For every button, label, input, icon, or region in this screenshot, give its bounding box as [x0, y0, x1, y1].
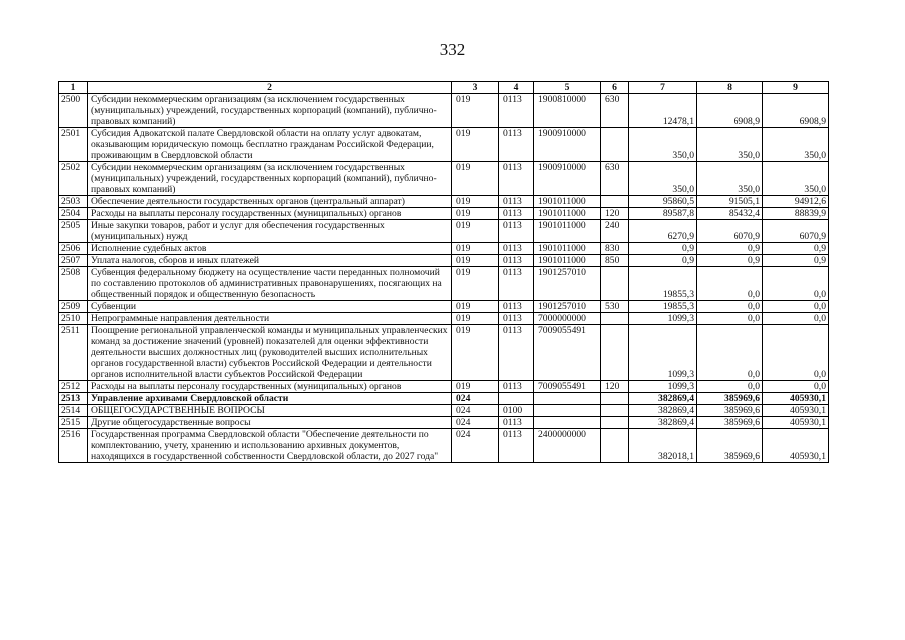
row-value-col8: 0,0 — [697, 313, 763, 325]
row-number: 2503 — [59, 196, 88, 208]
row-ministry-code: 024 — [452, 429, 499, 463]
row-value-col8: 385969,6 — [697, 405, 763, 417]
row-section-code: 0113 — [499, 313, 534, 325]
row-target-code: 1901011000 — [534, 255, 601, 267]
row-target-code — [534, 405, 601, 417]
column-header: 6 — [601, 82, 629, 94]
row-ministry-code: 019 — [452, 196, 499, 208]
page-number: 332 — [439, 40, 466, 59]
row-number: 2510 — [59, 313, 88, 325]
row-expense-type-code — [601, 267, 629, 301]
table-row — [59, 405, 829, 417]
row-value-col8: 0,0 — [697, 301, 763, 313]
row-number: 2502 — [59, 162, 88, 196]
row-value-col7: 89587,8 — [629, 208, 697, 220]
row-number: 2501 — [59, 128, 88, 162]
row-value-col7: 382869,4 — [629, 417, 697, 429]
row-expense-type-code — [601, 325, 629, 381]
row-value-col7: 1099,3 — [629, 313, 697, 325]
row-section-code: 0113 — [499, 267, 534, 301]
row-section-code: 0113 — [499, 128, 534, 162]
row-expense-type-code: 850 — [601, 255, 629, 267]
table-row — [59, 393, 829, 405]
row-expense-type-code: 630 — [601, 94, 629, 128]
row-ministry-code: 019 — [452, 243, 499, 255]
row-target-code: 1901011000 — [534, 220, 601, 243]
row-target-code: 1900910000 — [534, 128, 601, 162]
row-expense-type-code: 830 — [601, 243, 629, 255]
row-value-col8: 0,0 — [697, 267, 763, 301]
row-target-code — [534, 417, 601, 429]
row-value-col9: 6908,9 — [763, 94, 829, 128]
row-value-col9: 405930,1 — [763, 393, 829, 405]
row-target-code: 1901011000 — [534, 243, 601, 255]
row-ministry-code: 019 — [452, 220, 499, 243]
row-number: 2515 — [59, 417, 88, 429]
table-row — [59, 313, 829, 325]
row-value-col7: 382869,4 — [629, 393, 697, 405]
row-value-col8: 0,9 — [697, 255, 763, 267]
row-description: Расходы на выплаты персоналу государственных (муниципальных) органов — [88, 208, 452, 220]
row-value-col8: 6070,9 — [697, 220, 763, 243]
row-target-code: 7009055491 — [534, 325, 601, 381]
row-number: 2504 — [59, 208, 88, 220]
row-expense-type-code — [601, 405, 629, 417]
row-description: Непрограммные направления деятельности — [88, 313, 452, 325]
table-row — [59, 301, 829, 313]
row-value-col7: 1099,3 — [629, 381, 697, 393]
row-value-col8: 0,0 — [697, 381, 763, 393]
row-value-col8: 350,0 — [697, 128, 763, 162]
row-ministry-code: 019 — [452, 94, 499, 128]
column-header: 2 — [88, 82, 452, 94]
row-value-col7: 350,0 — [629, 162, 697, 196]
row-section-code: 0113 — [499, 255, 534, 267]
row-section-code: 0113 — [499, 208, 534, 220]
row-ministry-code: 024 — [452, 393, 499, 405]
row-value-col9: 0,0 — [763, 381, 829, 393]
row-value-col8: 0,0 — [697, 325, 763, 381]
row-value-col8: 91505,1 — [697, 196, 763, 208]
row-value-col8: 6908,9 — [697, 94, 763, 128]
row-number: 2505 — [59, 220, 88, 243]
table-row — [59, 243, 829, 255]
row-number: 2516 — [59, 429, 88, 463]
row-target-code: 1900910000 — [534, 162, 601, 196]
row-target-code: 7000000000 — [534, 313, 601, 325]
row-number: 2506 — [59, 243, 88, 255]
row-description: ОБЩЕГОСУДАРСТВЕННЫЕ ВОПРОСЫ — [88, 405, 452, 417]
row-description: Субвенции — [88, 301, 452, 313]
row-value-col9: 405930,1 — [763, 405, 829, 417]
row-value-col7: 0,9 — [629, 255, 697, 267]
row-ministry-code: 019 — [452, 208, 499, 220]
row-target-code: 1900810000 — [534, 94, 601, 128]
row-value-col9: 0,9 — [763, 255, 829, 267]
column-header: 8 — [697, 82, 763, 94]
row-ministry-code: 019 — [452, 381, 499, 393]
row-number: 2500 — [59, 94, 88, 128]
row-value-col7: 0,9 — [629, 243, 697, 255]
row-value-col7: 19855,3 — [629, 267, 697, 301]
row-target-code: 1901011000 — [534, 208, 601, 220]
row-value-col9: 405930,1 — [763, 429, 829, 463]
table-row — [59, 429, 829, 463]
row-description: Исполнение судебных актов — [88, 243, 452, 255]
row-section-code: 0113 — [499, 162, 534, 196]
row-ministry-code: 024 — [452, 405, 499, 417]
row-value-col8: 385969,6 — [697, 429, 763, 463]
row-number: 2507 — [59, 255, 88, 267]
row-value-col9: 6070,9 — [763, 220, 829, 243]
row-description: Управление архивами Свердловской области — [88, 393, 452, 405]
row-value-col7: 382869,4 — [629, 405, 697, 417]
row-value-col9: 405930,1 — [763, 417, 829, 429]
table-row — [59, 267, 829, 301]
row-value-col9: 94912,6 — [763, 196, 829, 208]
row-value-col9: 0,0 — [763, 301, 829, 313]
row-number: 2509 — [59, 301, 88, 313]
row-value-col9: 0,0 — [763, 325, 829, 381]
column-header: 9 — [763, 82, 829, 94]
row-value-col9: 0,0 — [763, 313, 829, 325]
row-value-col8: 350,0 — [697, 162, 763, 196]
row-value-col9: 350,0 — [763, 128, 829, 162]
row-value-col8: 0,9 — [697, 243, 763, 255]
row-ministry-code: 019 — [452, 255, 499, 267]
table-row — [59, 325, 829, 381]
row-value-col7: 1099,3 — [629, 325, 697, 381]
column-header: 1 — [59, 82, 88, 94]
row-section-code: 0113 — [499, 429, 534, 463]
row-target-code: 2400000000 — [534, 429, 601, 463]
row-expense-type-code — [601, 313, 629, 325]
row-description: Субсидии некоммерческим организациям (за исключением государственных (муниципальных) учреждений, государственных корпораций (компаний), публично-правовых компаний) — [88, 162, 452, 196]
row-value-col9: 350,0 — [763, 162, 829, 196]
row-section-code: 0113 — [499, 94, 534, 128]
table-row — [59, 94, 829, 128]
row-description: Расходы на выплаты персоналу государственных (муниципальных) органов — [88, 381, 452, 393]
table-row — [59, 220, 829, 243]
row-description: Государственная программа Свердловской области "Обеспечение деятельности по комплектованию, учету, хранению и использованию архивных документов, находящихся в государственной собственности Свердловской области, до 2027 года" — [88, 429, 452, 463]
row-ministry-code: 019 — [452, 301, 499, 313]
row-expense-type-code — [601, 393, 629, 405]
table-row — [59, 196, 829, 208]
table-row — [59, 417, 829, 429]
row-expense-type-code — [601, 128, 629, 162]
row-value-col8: 385969,6 — [697, 393, 763, 405]
row-number: 2511 — [59, 325, 88, 381]
row-section-code: 0113 — [499, 417, 534, 429]
row-description: Обеспечение деятельности государственных органов (центральный аппарат) — [88, 196, 452, 208]
row-ministry-code: 019 — [452, 128, 499, 162]
table-row — [59, 162, 829, 196]
row-number: 2514 — [59, 405, 88, 417]
row-value-col8: 85432,4 — [697, 208, 763, 220]
column-header: 5 — [534, 82, 601, 94]
row-number: 2508 — [59, 267, 88, 301]
row-value-col9: 0,9 — [763, 243, 829, 255]
row-value-col7: 382018,1 — [629, 429, 697, 463]
row-target-code: 1901257010 — [534, 267, 601, 301]
row-target-code — [534, 393, 601, 405]
row-expense-type-code: 530 — [601, 301, 629, 313]
row-target-code: 1901257010 — [534, 301, 601, 313]
row-target-code: 7009055491 — [534, 381, 601, 393]
row-expense-type-code: 120 — [601, 208, 629, 220]
row-target-code: 1901011000 — [534, 196, 601, 208]
row-expense-type-code: 240 — [601, 220, 629, 243]
row-description: Субвенция федеральному бюджету на осуществление части переданных полномочий по составлению протоколов об административных правонарушениях, посягающих на общественный порядок и общественную безопасность — [88, 267, 452, 301]
budget-table — [58, 81, 829, 463]
row-section-code: 0113 — [499, 243, 534, 255]
row-description: Иные закупки товаров, работ и услуг для обеспечения государственных (муниципальных) нужд — [88, 220, 452, 243]
row-ministry-code: 019 — [452, 162, 499, 196]
row-expense-type-code: 120 — [601, 381, 629, 393]
row-ministry-code: 019 — [452, 267, 499, 301]
row-section-code: 0113 — [499, 301, 534, 313]
table-row — [59, 381, 829, 393]
row-description: Поощрение региональной управленческой команды и муниципальных управленческих команд за достижение значений (уровней) показателей для оценки эффективности деятельности высших должностных лиц (руководителей высших исполнительных органов государственной власти) субъектов Российской Федерации и деятельности органов исполнительной власти субъектов Российской Федерации — [88, 325, 452, 381]
row-section-code: 0113 — [499, 325, 534, 381]
row-section-code: 0113 — [499, 196, 534, 208]
table-row — [59, 255, 829, 267]
row-ministry-code: 019 — [452, 325, 499, 381]
table-header-row — [59, 82, 829, 94]
row-ministry-code: 024 — [452, 417, 499, 429]
row-expense-type-code — [601, 429, 629, 463]
row-section-code — [499, 393, 534, 405]
row-description: Субсидии некоммерческим организациям (за исключением государственных (муниципальных) учреждений, государственных корпораций (компаний), публично-правовых компаний) — [88, 94, 452, 128]
row-section-code: 0100 — [499, 405, 534, 417]
row-description: Уплата налогов, сборов и иных платежей — [88, 255, 452, 267]
row-value-col7: 350,0 — [629, 128, 697, 162]
row-expense-type-code: 630 — [601, 162, 629, 196]
table-row — [59, 128, 829, 162]
row-value-col8: 385969,6 — [697, 417, 763, 429]
row-value-col9: 0,0 — [763, 267, 829, 301]
row-section-code: 0113 — [499, 220, 534, 243]
row-description: Субсидия Адвокатской палате Свердловской области на оплату услуг адвокатам, оказывающим юридическую помощь бесплатно гражданам Российской Федерации, проживающим в Свердловской области — [88, 128, 452, 162]
column-header: 3 — [452, 82, 499, 94]
row-number: 2513 — [59, 393, 88, 405]
table-row — [59, 208, 829, 220]
row-expense-type-code — [601, 196, 629, 208]
row-expense-type-code — [601, 417, 629, 429]
row-value-col7: 6270,9 — [629, 220, 697, 243]
row-value-col7: 19855,3 — [629, 301, 697, 313]
column-header: 7 — [629, 82, 697, 94]
row-description: Другие общегосударственные вопросы — [88, 417, 452, 429]
column-header: 4 — [499, 82, 534, 94]
row-value-col7: 95860,5 — [629, 196, 697, 208]
row-section-code: 0113 — [499, 381, 534, 393]
row-value-col7: 12478,1 — [629, 94, 697, 128]
row-number: 2512 — [59, 381, 88, 393]
row-ministry-code: 019 — [452, 313, 499, 325]
row-value-col9: 88839,9 — [763, 208, 829, 220]
